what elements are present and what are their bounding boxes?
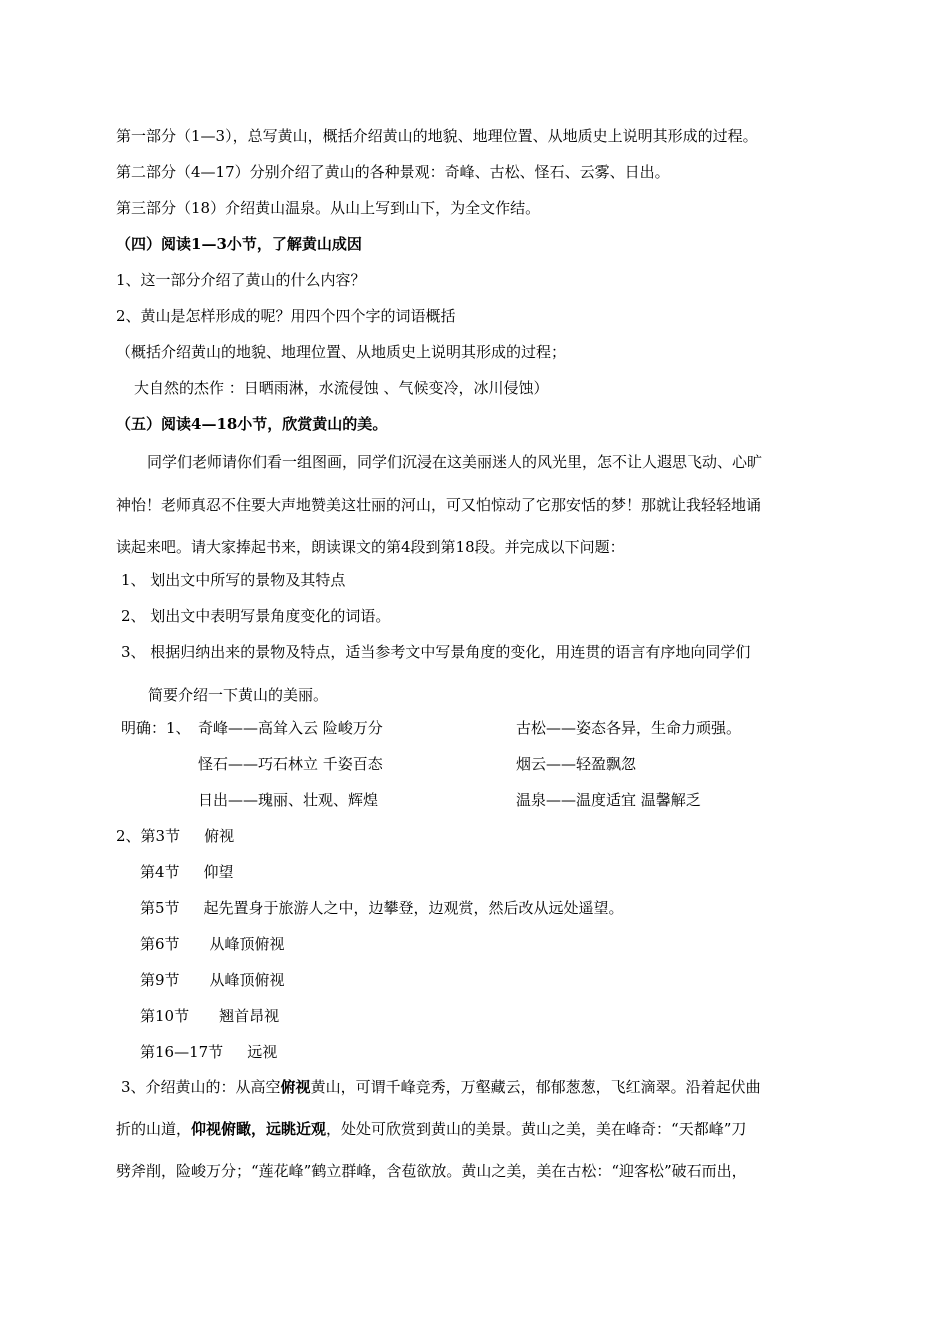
angle-description: 翘首昂视 [219,1007,280,1025]
intro-paragraph-line-2: 神怡！老师真忍不住要大声地赞美这壮丽的河山，可又怕惊动了它那安恬的梦！那就让我轻轻地诵 [116,496,762,514]
answer-line-two: 大自然的杰作 ：日晒雨淋，水流侵蚀 、气候变冷，冰川侵蚀） [134,379,549,397]
section-five-heading: （五）阅读4—18小节，欣赏黄山的美。 [116,415,388,433]
angle-description: 俯视 [204,827,235,845]
task-two: 2、 划出文中表明写景角度变化的词语。 [121,607,391,625]
angle-section: 第5节 [140,899,180,917]
closing-text: ，处处可欣赏到黄山的美景。黄山之美，美在峰奇：“天都峰”刀 [326,1120,747,1138]
closing-paragraph-line-2 [116,1119,746,1139]
task-three-continued: 简要介绍一下黄山的美丽。 [148,686,329,704]
answer-right-1: 古松——姿态各异，生命力顽强。 [516,719,742,737]
angle-description: 从峰顶俯视 [209,935,285,953]
answer-right-2: 烟云——轻盈飘忽 [516,755,637,773]
closing-text: 3、介绍黄山的：从高空 [121,1078,281,1096]
answer-prefix: 明确：1、 [121,719,191,737]
angle-section: 第3节 [140,827,181,845]
angles-row-7 [140,1042,277,1062]
answer-line-one: （概括介绍黄山的地貌、地理位置、从地质史上说明其形成的过程； [116,343,567,361]
answer-left-2: 怪石——巧石林立 千姿百态 [198,755,383,773]
question-one: 1、这一部分介绍了黄山的什么内容？ [116,271,366,289]
angles-row-1 [116,826,234,846]
answer-right-3: 温泉——温度适宜 温馨解乏 [516,791,701,809]
angles-row-4 [140,934,285,954]
intro-paragraph-line-1: 同学们老师请你们看一组图画，同学们沉浸在这美丽迷人的风光里，怎不让人遐思飞动、心旷 [147,453,763,471]
angle-description: 从峰顶俯视 [209,971,285,989]
closing-text: 折的山道， [116,1120,192,1138]
angle-section: 第10节 [140,1007,190,1025]
answer-left-3: 日出——瑰丽、壮观、辉煌 [198,791,379,809]
closing-text: 黄山，可谓千峰竞秀，万壑藏云，郁郁葱葱，飞红滴翠。沿着起伏曲 [310,1078,761,1096]
angles-number: 2、 [116,827,141,845]
intro-paragraph-line-3: 读起来吧。请大家捧起书来，朗读课文的第4段到第18段。并完成以下问题： [116,538,625,556]
closing-emphasis: 俯视 [280,1078,311,1096]
part-one-summary: 第一部分（1—3），总写黄山，概括介绍黄山的地貌、地理位置、从地质史上说明其形成的过程。 [116,127,758,145]
part-two-summary: 第二部分（4—17）分别介绍了黄山的各种景观：奇峰、古松、怪石、云雾、日出。 [116,163,670,181]
closing-emphasis: 仰视俯瞰，远眺近观 [191,1120,327,1138]
task-three: 3、 根据归纳出来的景物及特点，适当参考文中写景角度的变化，用连贯的语言有序地向同学们 [121,643,751,661]
angles-row-5 [140,970,285,990]
answer-left-1: 奇峰——高耸入云 险峻万分 [198,719,383,737]
angle-section: 第9节 [140,971,180,989]
angle-section: 第16—17节 [140,1043,224,1061]
section-four-heading: （四）阅读1—3小节，了解黄山成因 [116,235,362,253]
angles-row-3 [140,898,624,918]
closing-paragraph-line-1 [121,1077,761,1097]
angles-row-2 [140,862,234,882]
part-three-summary: 第三部分（18）介绍黄山温泉。从山上写到山下，为全文作结。 [116,199,541,217]
angles-row-6 [140,1006,279,1026]
angle-description: 仰望 [203,863,234,881]
angle-section: 第4节 [140,863,180,881]
question-two: 2、黄山是怎样形成的呢？用四个四个字的词语概括 [116,307,456,325]
angle-description: 远视 [247,1043,278,1061]
angle-section: 第6节 [140,935,180,953]
closing-paragraph-line-3: 劈斧削，险峻万分；“莲花峰”鹤立群峰，含苞欲放。黄山之美，美在古松：“迎客松”破石而出， [116,1162,747,1180]
task-one: 1、 划出文中所写的景物及其特点 [121,571,346,589]
angle-description: 起先置身于旅游人之中，边攀登，边观赏，然后改从远处遥望。 [203,899,624,917]
